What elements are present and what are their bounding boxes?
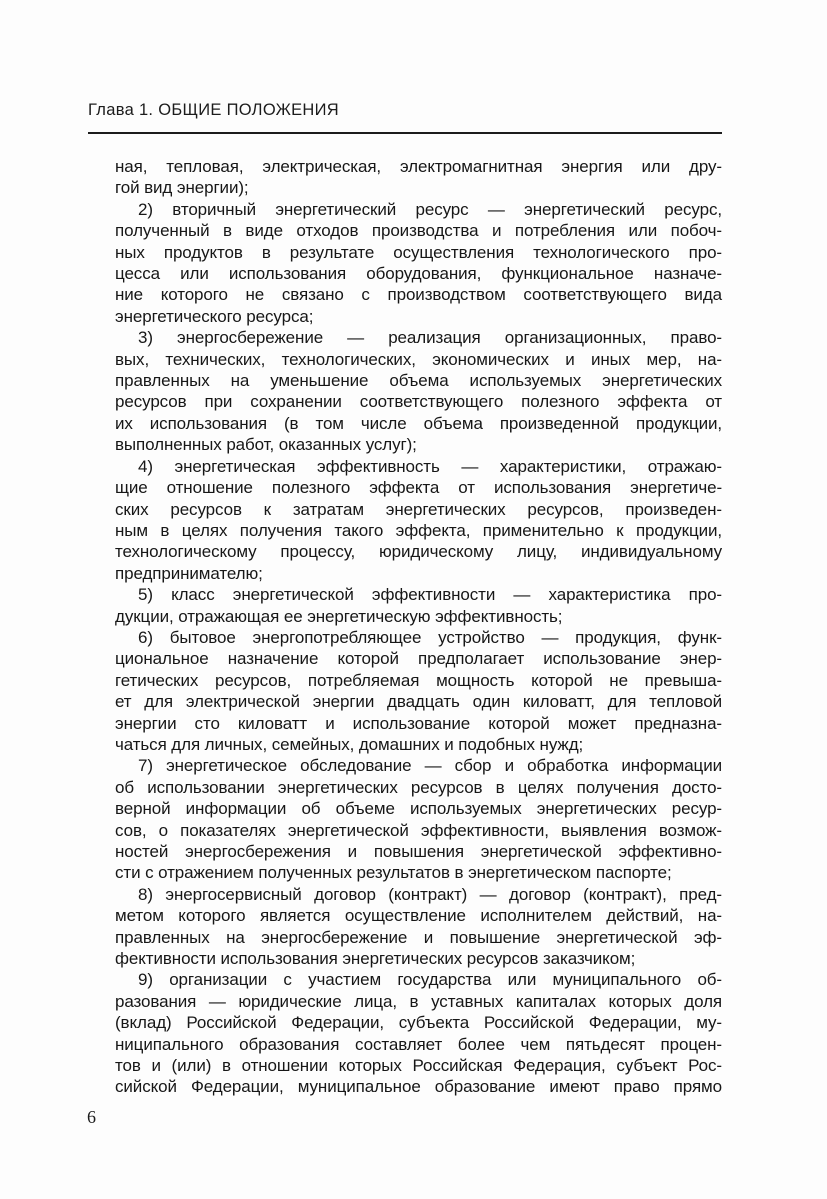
text-line: вых, технических, технологических, экономических и иных мер, на- — [115, 349, 722, 369]
text-line: 9) организации с участием государства или муниципального об- — [138, 970, 722, 990]
chapter-heading: Глава 1. ОБЩИЕ ПОЛОЖЕНИЯ — [88, 101, 340, 119]
text-line: верной информации об объеме используемых энергетических ресур- — [115, 799, 722, 819]
text-line: тов и (или) в отношении которых Российская Федерация, субъект Рос- — [115, 1056, 722, 1076]
text-line: разования — юридические лица, в уставных капиталах которых доля — [115, 991, 722, 1011]
text-line: ресурсов при сохранении соответствующего полезного эффекта от — [115, 392, 722, 412]
text-line: ние которого не связано с производством соответствующего вида — [115, 285, 722, 305]
text-line: ностей энергосбережения и повышения энергетической эффективно- — [115, 842, 722, 861]
text-line: дукции, отражающая ее энергетическую эффективность; — [115, 606, 563, 626]
text-line: ных продуктов в результате осуществления технологического про- — [115, 242, 722, 262]
text-line: предпринимателю; — [115, 563, 263, 583]
text-line: ная, тепловая, электрическая, электромагнитная энергия или дру- — [115, 157, 722, 176]
text-line: энергетического ресурса; — [115, 306, 314, 326]
text-line: их использования (в том числе объема произведенной продукции, — [115, 413, 722, 433]
text-line: щие отношение полезного эффекта от использования энергетиче- — [115, 478, 722, 498]
text-line: 2) вторичный энергетический ресурс — энергетический ресурс, — [138, 199, 722, 219]
text-line: сов, о показателях энергетической эффективности, выявления возмож- — [115, 820, 722, 840]
text-line: 4) энергетическая эффективность — характеристики, отражаю- — [138, 456, 722, 476]
text-line: выполненных работ, оказанных услуг); — [115, 435, 417, 455]
text-line: ным в целях получения такого эффекта, применительно к продукции, — [115, 520, 722, 540]
body-text — [115, 156, 722, 1098]
text-line: сийской Федерации, муниципальное образование имеют право прямо — [115, 1077, 722, 1097]
text-line: 8) энергосервисный договор (контракт) — договор (контракт), пред- — [138, 884, 722, 904]
text-line: циональное назначение которой предполагает использование энер- — [115, 649, 722, 669]
text-line: 7) энергетическое обследование — сбор и обработка информации — [138, 756, 722, 776]
header-rule — [88, 132, 722, 134]
page-number: 6 — [87, 1107, 96, 1127]
text-line: чаться для личных, семейных, домашних и подобных нужд; — [115, 734, 584, 754]
text-line: ских ресурсов к затратам энергетических ресурсов, произведен- — [115, 499, 722, 519]
text-line: (вклад) Российской Федерации, субъекта Российской Федерации, му- — [115, 1013, 722, 1033]
text-line: полученный в виде отходов производства и потребления или побоч- — [115, 221, 722, 241]
text-line: об использовании энергетических ресурсов в целях получения досто- — [115, 777, 722, 797]
text-line: правленных на уменьшение объема используемых энергетических — [115, 371, 722, 391]
text-line: ниципального образования составляет более чем пятьдесят процен- — [115, 1034, 722, 1054]
text-line: ет для электрической энергии двадцать один киловатт, для тепловой — [115, 692, 722, 712]
text-line: 3) энергосбережение — реализация организационных, право- — [138, 328, 722, 348]
text-line: метом которого является осуществление исполнителем действий, на- — [115, 906, 722, 926]
text-line: правленных на энергосбережение и повышение энергетической эф- — [115, 927, 722, 947]
text-line: технологическому процессу, юридическому лицу, индивидуальному — [115, 542, 722, 562]
text-line: сти с отражением полученных результатов в энергетическом паспорте; — [115, 863, 672, 883]
text-line: 5) класс энергетической эффективности — характеристика про- — [138, 585, 722, 605]
text-line: гой вид энергии); — [115, 178, 249, 198]
text-line: цесса или использования оборудования, функциональное назначе- — [115, 264, 722, 284]
text-line: энергии сто киловатт и использование которой может предназна- — [115, 713, 722, 733]
text-line: фективности использования энергетических ресурсов заказчиком; — [115, 949, 636, 969]
text-line: 6) бытовое энергопотребляющее устройство — продукция, функ- — [138, 627, 722, 647]
text-line: гетических ресурсов, потребляемая мощность которой не превыша- — [115, 670, 722, 690]
